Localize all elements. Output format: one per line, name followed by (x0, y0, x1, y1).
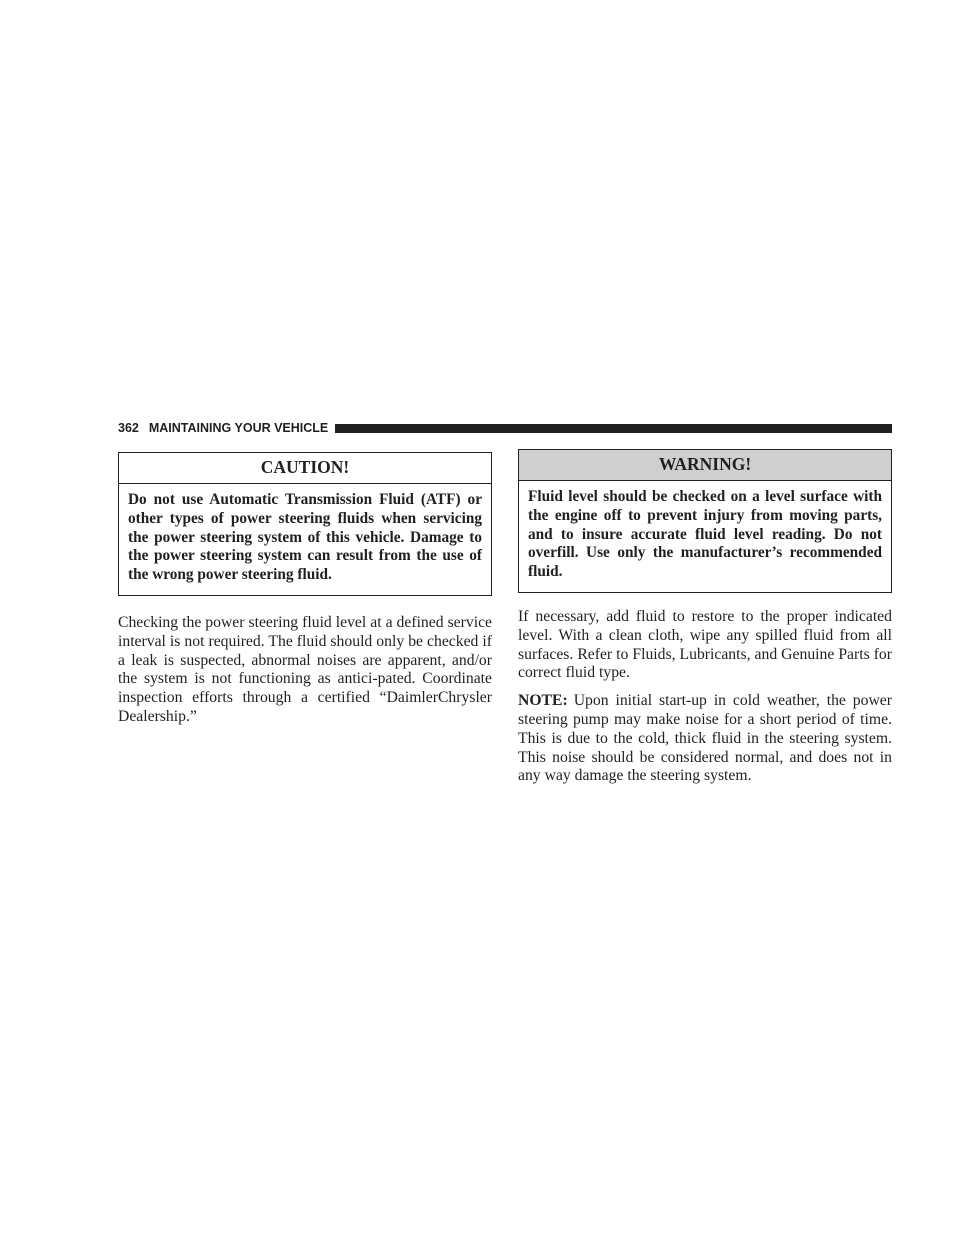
left-paragraph: Checking the power steering fluid level at a defined service interval is not required. The fluid should only be checked if a leak is suspected, abnormal noises are apparent, and/or the system is not functioning as antici-pated. Coordinate inspection efforts through a certified “DaimlerChrysler Dealership.” (118, 613, 492, 725)
caution-title: CAUTION! (119, 453, 491, 484)
left-column (118, 452, 492, 727)
header-rule (335, 424, 892, 433)
caution-body: Do not use Automatic Transmission Fluid (ATF) or other types of power steering fluids when servicing the power steering system of this vehicle. Damage to the power steering system can result from the use of the wrong power steering fluid. (128, 491, 482, 584)
note-label: NOTE: (518, 692, 568, 710)
right-column (518, 449, 892, 786)
section-title: MAINTAINING YOUR VEHICLE (148, 421, 329, 435)
note-text: Upon initial start-up in cold weather, the power steering pump may make noise for a short period of time. This is due to the cold, thick fluid in the steering system. This noise should be considered normal, and does not in any way damage the steering system. (518, 692, 892, 785)
note-paragraph (518, 692, 892, 786)
page-number: 362 (118, 421, 139, 435)
warning-body: Fluid level should be checked on a level surface with the engine off to prevent injury from moving parts, and to insure accurate fluid level reading. Do not overfill. Use only the manufacturer’s recommended fluid. (528, 488, 882, 581)
page-header (118, 419, 892, 437)
right-paragraph: If necessary, add fluid to restore to the proper indicated level. With a clean cloth, wipe any spilled fluid from all surfaces. Refer to Fluids, Lubricants, and Genuine Parts for correct fluid type. (518, 607, 892, 682)
caution-box (118, 452, 492, 596)
warning-box (518, 449, 892, 593)
warning-title: WARNING! (519, 450, 891, 481)
